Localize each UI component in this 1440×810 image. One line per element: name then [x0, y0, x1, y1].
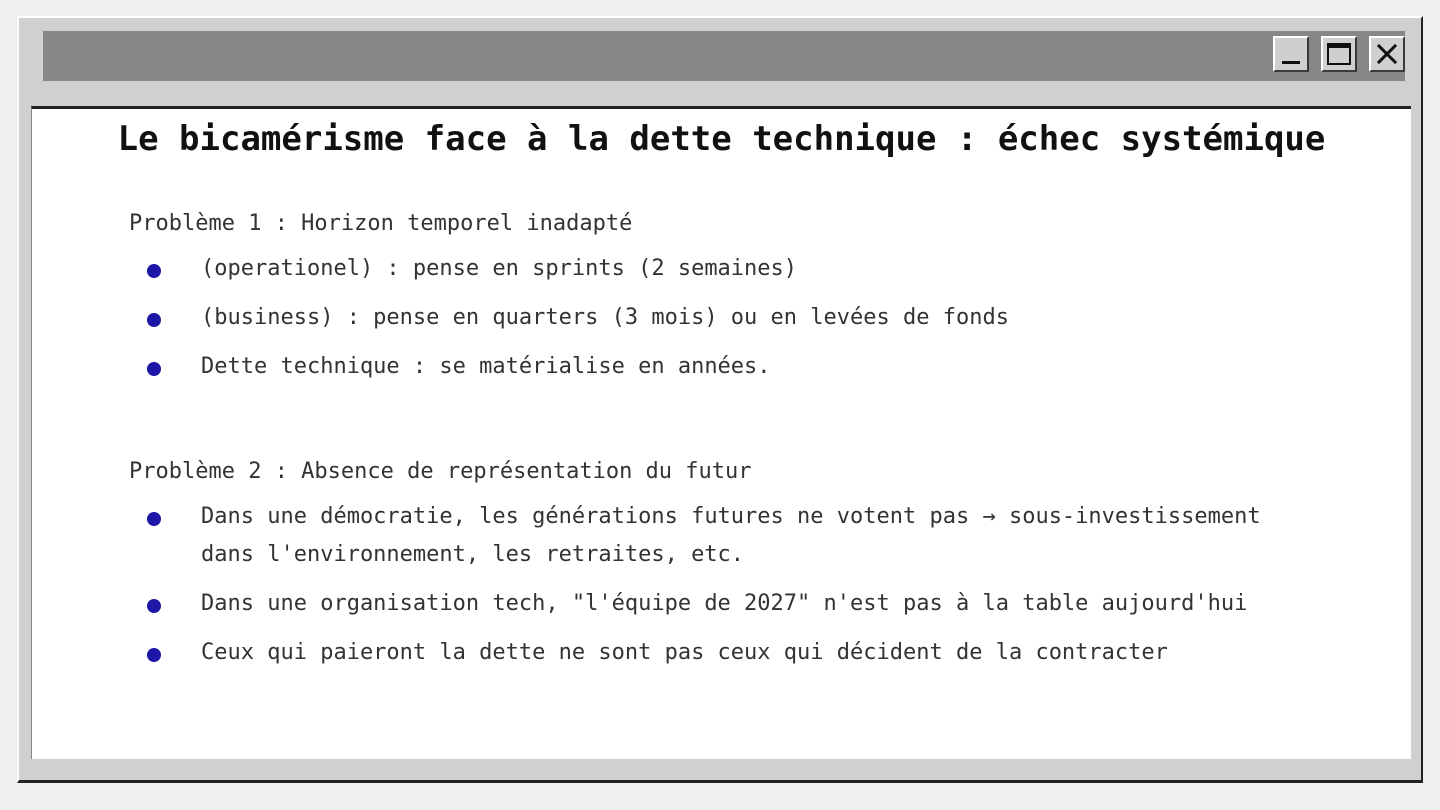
bullet-list: [129, 250, 1301, 386]
bullet-icon: [147, 648, 161, 662]
title-bar[interactable]: [43, 31, 1405, 81]
section-heading: Problème 2 : Absence de représentation du futur: [129, 459, 752, 484]
section-heading: Problème 1 : Horizon temporel inadapté: [129, 211, 633, 236]
list-item-text: Dans une démocratie, les générations futures ne votent pas → sous-investissement dans l'environnement, les retraites, etc.: [201, 504, 1261, 567]
bullet-icon: [147, 313, 161, 327]
section-problem-1: [129, 209, 1301, 386]
list-item-text: (operationel) : pense en sprints (2 semaines): [201, 256, 798, 281]
list-item-text: Dette technique : se matérialise en années.: [201, 354, 771, 379]
minimize-icon: [1279, 42, 1303, 66]
app-window: [17, 16, 1423, 783]
slide-title: Le bicamérisme face à la dette technique : échec systémique: [117, 119, 1326, 159]
window-controls: [1273, 36, 1405, 72]
maximize-button[interactable]: [1321, 36, 1357, 72]
maximize-icon: [1326, 41, 1352, 67]
slide-content: [31, 106, 1411, 759]
list-item-text: Dans une organisation tech, "l'équipe de 2027" n'est pas à la table aujourd'hui: [201, 591, 1248, 616]
list-item: [129, 585, 1301, 623]
bullet-icon: [147, 599, 161, 613]
list-item: [129, 498, 1301, 574]
bullet-icon: [147, 264, 161, 278]
bullet-icon: [147, 512, 161, 526]
close-icon: [1375, 42, 1399, 66]
list-item: [129, 250, 1301, 288]
bullet-icon: [147, 362, 161, 376]
list-item-text: Ceux qui paieront la dette ne sont pas ceux qui décident de la contracter: [201, 640, 1168, 665]
list-item: [129, 634, 1301, 672]
list-item: [129, 348, 1301, 386]
list-item: [129, 299, 1301, 337]
minimize-button[interactable]: [1273, 36, 1309, 72]
bullet-list: [129, 498, 1301, 672]
list-item-text: (business) : pense en quarters (3 mois) ou en levées de fonds: [201, 305, 1009, 330]
section-problem-2: [129, 457, 1301, 672]
close-button[interactable]: [1369, 36, 1405, 72]
